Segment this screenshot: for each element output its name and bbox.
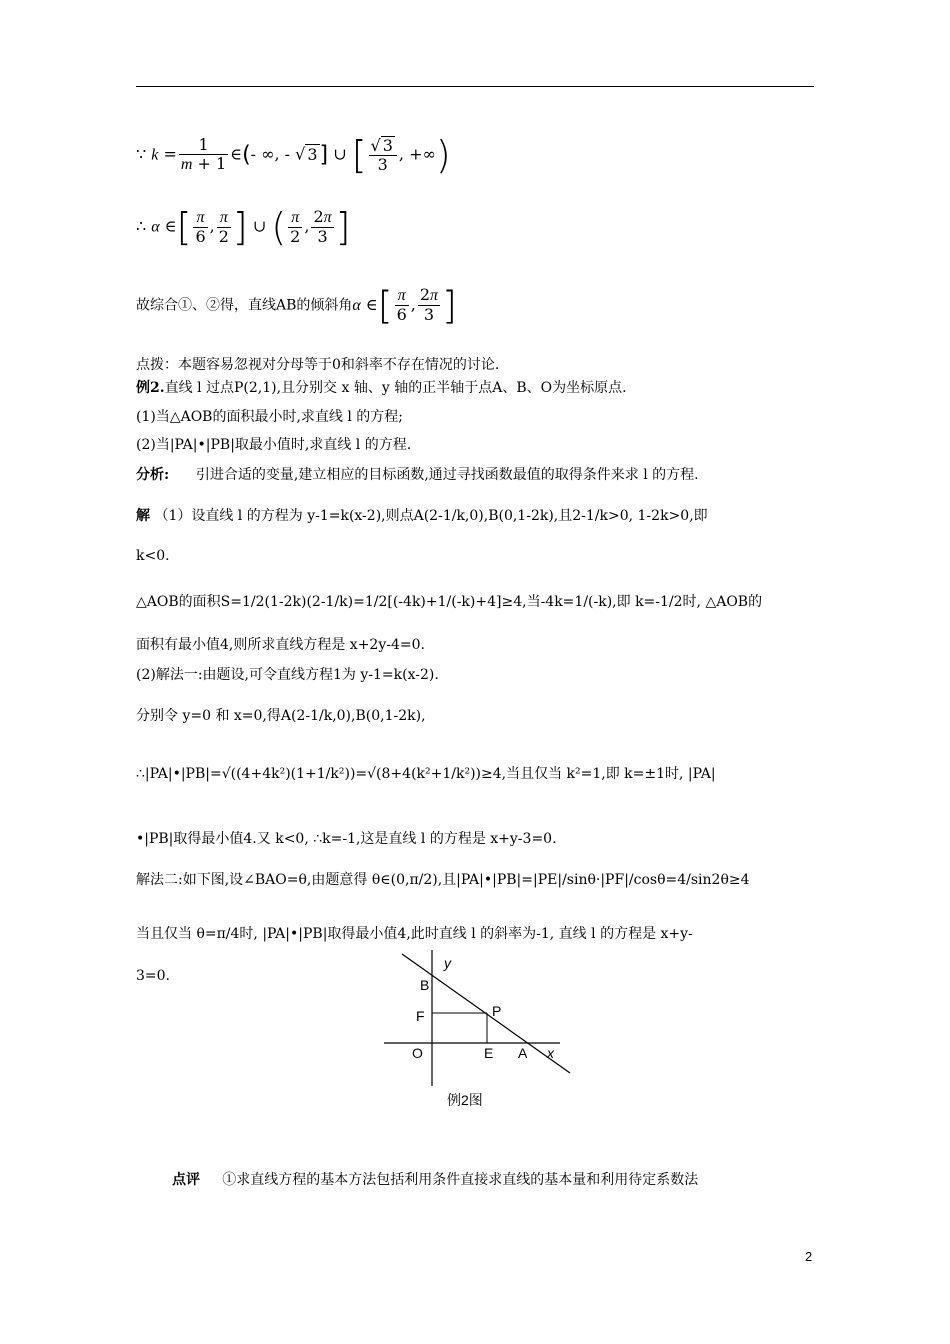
label-e: E [484,1045,494,1061]
label-y: y [444,955,451,971]
area-end: 面积有最小值4,则所求直线方程是 x+2y-4=0. [136,637,425,653]
let-line: 分别令 y=0 和 x=0,得A(2-1/k,0),B(0,1-2k), [136,708,426,724]
analysis-body: 引进合适的变量,建立相应的目标函数,通过寻找函数最值的取得条件来求 l 的方程. [195,467,699,483]
analysis-line [136,464,699,484]
solution-1-text: （1）设直线 l 的方程为 y-1=k(x-2),则点A(2-1/k,0),B(0,1-2k),且2-1/k>0, 1-2k>0,即 [154,508,708,524]
conclusion-text: 故综合①、②得，直线AB的倾斜角 [136,297,353,314]
solution-1-end: k<0. [136,548,170,564]
label-f: F [416,1008,425,1024]
example-label: 例2. [136,380,165,396]
label-b: B [420,977,430,993]
comment-label: 点评 [172,1172,200,1188]
example-heading [136,377,627,397]
example-2-figure [380,950,580,1090]
product-end: •|PB|取得最小值4.又 k<0, ∴k=-1,这是直线 l 的方程是 x+y-3=0. [136,831,557,847]
label-o: O [412,1045,423,1061]
analysis-label: 分析: [136,467,170,483]
figure-caption: 例2图 [447,1092,483,1108]
label-a: A [518,1045,528,1061]
product-line: ∴|PA|•|PB|=√((4+4k²)(1+1/k²))=√(8+4(k²+1/k²))≥4,当且仅当 k²=1,即 k=±1时, |PA| [136,766,716,782]
conclusion-line: 故综合①、②得，直线AB的倾斜角α ∈[ $\frac{\pi}{6}$ , $\frac{2\pi}{3}$ ] [136,283,457,327]
formula-alpha-range: ∴ α ∈[ $\frac{\pi}{6}$ , $\frac{\pi}{2}$ ] ∪ ( $\frac{\pi}{2}$ , $\frac{2\pi}{3}$ ] [136,205,351,249]
page-number: 2 [805,1249,813,1264]
equality-end: 3=0. [136,968,170,984]
equality-line: 当且仅当 θ=π/4时, |PA|•|PB|取得最小值4,此时直线 l 的斜率为-1, 直线 l 的方程是 x+y- [136,926,693,942]
label-p: P [492,1003,502,1019]
question-2: (2)当|PA|•|PB|取最小值时,求直线 l 的方程. [136,437,412,453]
header-rule [136,86,814,87]
method-2: 解法二:如下图,设∠BAO=θ,由题意得 θ∈(0,π/2),且|PA|•|PB|=|PE|/sinθ·|PF|/cosθ=4/sin2θ≥4 [136,872,750,888]
label-x: x [547,1045,554,1061]
solution-label: 解 [136,508,150,524]
formula-k-definition: ∵ k = $\frac{1}{m + 1}$ ∈(- ∞, - √ 3] ∪ [ $\frac{√ 3}{3}$ , +∞) [136,133,451,177]
question-1: (1)当△AOB的面积最小时,求直线 l 的方程; [136,409,404,425]
tip-text: 点拨：本题容易忽视对分母等于0和斜率不存在情况的讨论. [136,357,500,373]
example-body: 直线 l 过点P(2,1),且分别交 x 轴、y 轴的正半轴于点A、B、O为坐标原点. [164,380,627,396]
method-1: (2)解法一:由题设,可令直线方程1为 y-1=k(x-2). [136,667,439,683]
area-line: △AOB的面积S=1/2(1-2k)(2-1/k)=1/2[(-4k)+1/(-k)+4]≥4,当-4k=1/(-k),即 k=-1/2时, △AOB的 [136,594,763,610]
comment-body: ①求直线方程的基本方法包括利用条件直接求直线的基本量和利用待定系数法 [222,1172,699,1188]
solution-line-1 [136,505,708,525]
comment-line [172,1169,698,1189]
